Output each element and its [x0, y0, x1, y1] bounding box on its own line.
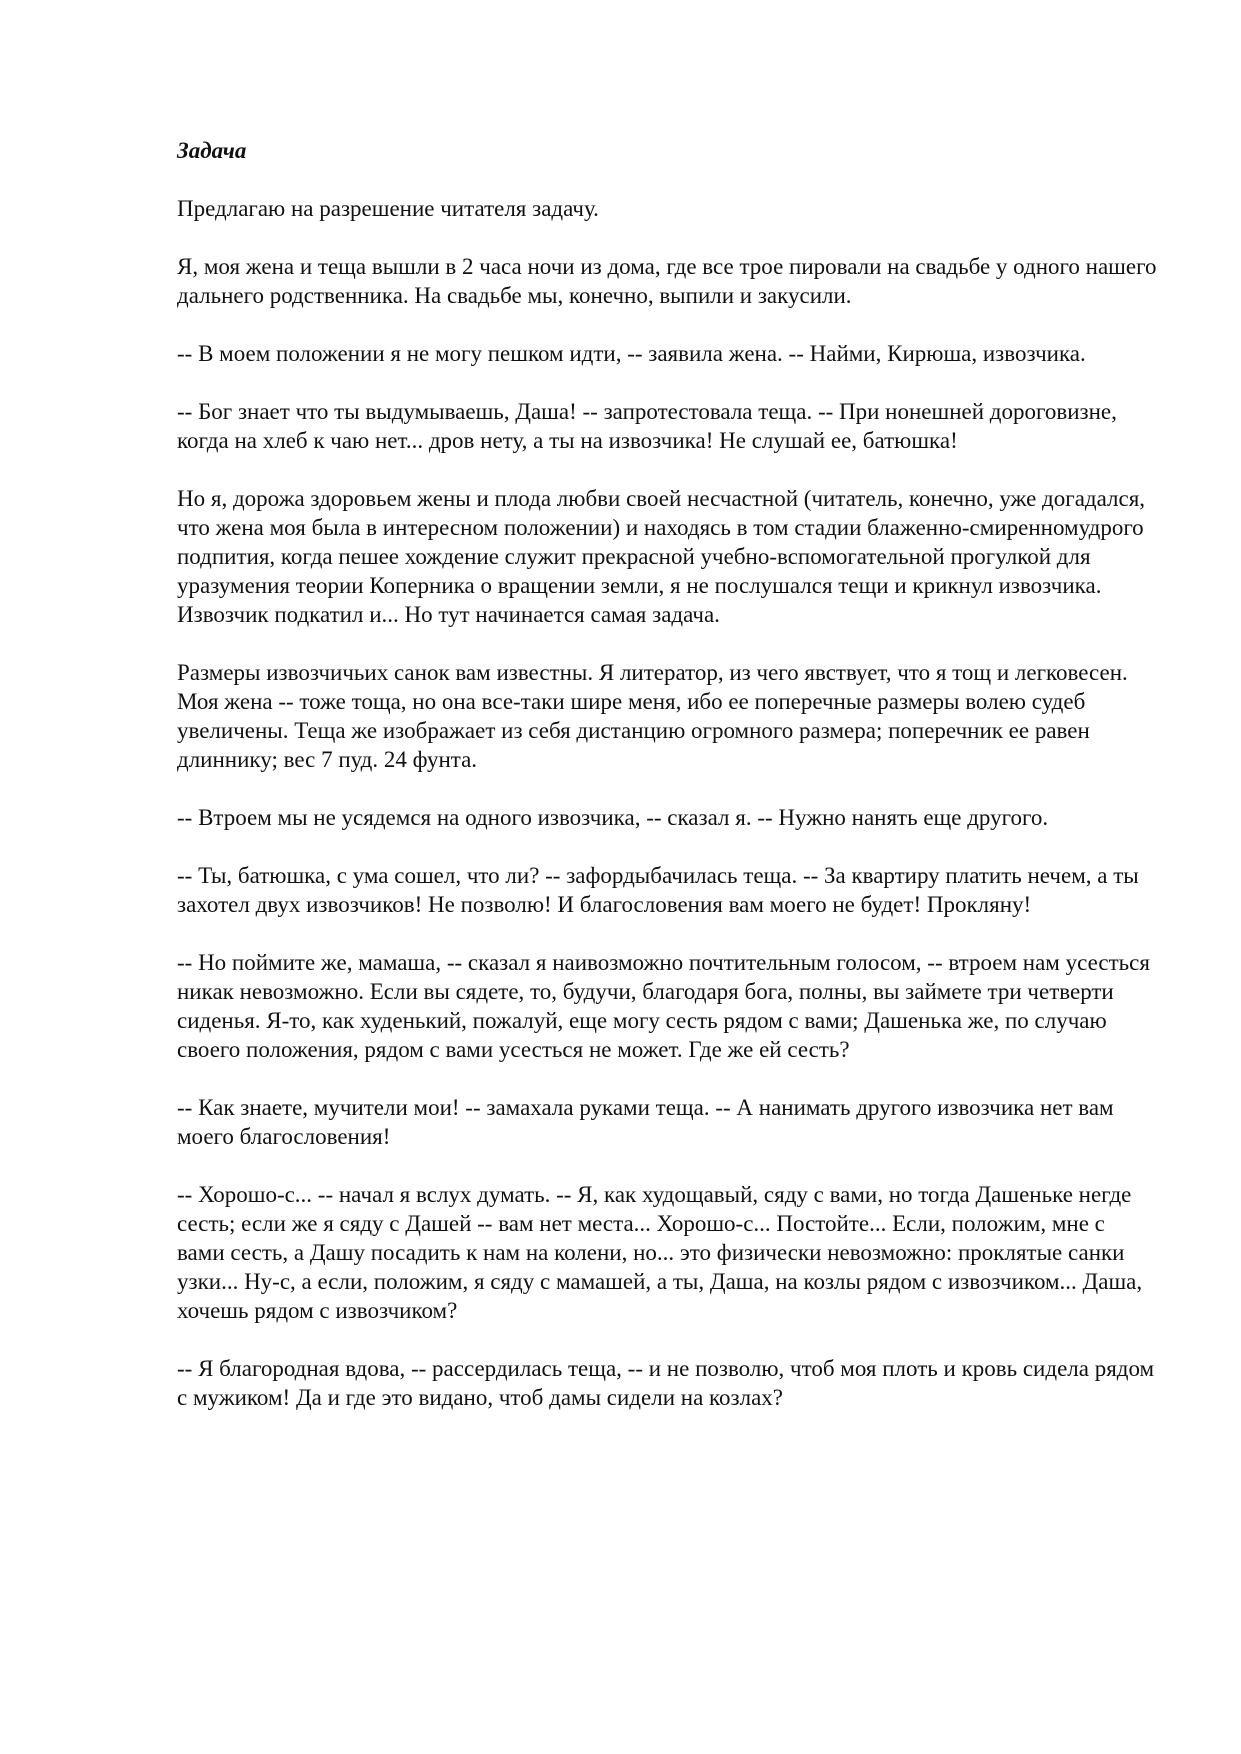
document-page [177, 136, 1157, 1441]
paragraph: -- Как знаете, мучители мои! -- замахала руками теща. -- А нанимать другого извозчика нет вам моего благословения! [177, 1095, 1114, 1149]
paragraph: -- Хорошо-с... -- начал я вслух думать. -- Я, как худощавый, сяду с вами, но тогда Дашеньке негде сесть; если же я сяду с Дашей -- вам нет места... Хорошо-с... Постойте... Если, положим, мне с вами сесть, а Дашу посадить к нам на колени, но... это физически невозможно: проклятые санки узки... Ну-с, а если, положим, я сяду с мамашей, а ты, Даша, на козлы рядом с извозчиком... Даша, хочешь рядом с извозчиком? [177, 1182, 1143, 1323]
paragraph: -- Но поймите же, мамаша, -- сказал я наивозможно почтительным голосом, -- втроем нам усесться никак невозможно. Если вы сядете, то, будучи, благодаря бога, полны, вы займете три четверти сиденья. Я-то, как худенький, пожалуй, еще могу сесть рядом с вами; Дашенька же, по случаю своего положения, рядом с вами усесться не может. Где же ей сесть? [177, 950, 1150, 1062]
paragraph: Предлагаю на разрешение читателя задачу. [177, 196, 599, 221]
paragraph: Я, моя жена и теща вышли в 2 часа ночи из дома, где все трое пировали на свадьбе у одного нашего дальнего родственника. На свадьбе мы, конечно, выпили и закусили. [177, 254, 1157, 308]
paragraph: Размеры извозчичьих санок вам известны. Я литератор, из чего явствует, что я тощ и легковесен. Моя жена -- тоже тоща, но она все-таки шире меня, ибо ее поперечные размеры волею судеб увеличены. Теща же изображает из себя дистанцию огромного размера; поперечник ее равен длиннику; вес 7 пуд. 24 фунта. [177, 660, 1128, 772]
paragraph: -- Ты, батюшка, с ума сошел, что ли? -- зафордыбачилась теща. -- За квартиру платить нечем, а ты захотел двух извозчиков! Не позволю! И благословения вам моего не будет! Прокляну! [177, 863, 1139, 917]
paragraph: -- Втроем мы не усядемся на одного извозчика, -- сказал я. -- Нужно нанять еще другого. [177, 805, 1049, 830]
paragraph: -- Бог знает что ты выдумываешь, Даша! -- запротестовала теща. -- При нонешней дороговизне, когда на хлеб к чаю нет... дров нету, а ты на извозчика! Не слушай ее, батюшка! [177, 399, 1117, 453]
paragraph: Но я, дорожа здоровьем жены и плода любви своей несчастной (читатель, конечно, уже догадался, что жена моя была в интересном положении) и находясь в том стадии блаженно-смиренномудрого подпития, когда пешее хождение служит прекрасной учебно-вспомогательной прогулкой для уразумения теории Коперника о вращении земли, я не послушался тещи и крикнул извозчика. Извозчик подкатил и... Но тут начинается самая задача. [177, 486, 1146, 627]
paragraph: -- Я благородная вдова, -- рассердилась теща, -- и не позволю, чтоб моя плоть и кровь сидела рядом с мужиком! Да и где это видано, чтоб дамы сидели на козлах? [177, 1356, 1155, 1410]
document-title: Задача [177, 138, 247, 163]
paragraph: -- В моем положении я не могу пешком идти, -- заявила жена. -- Найми, Кирюша, извозчика. [177, 341, 1086, 366]
